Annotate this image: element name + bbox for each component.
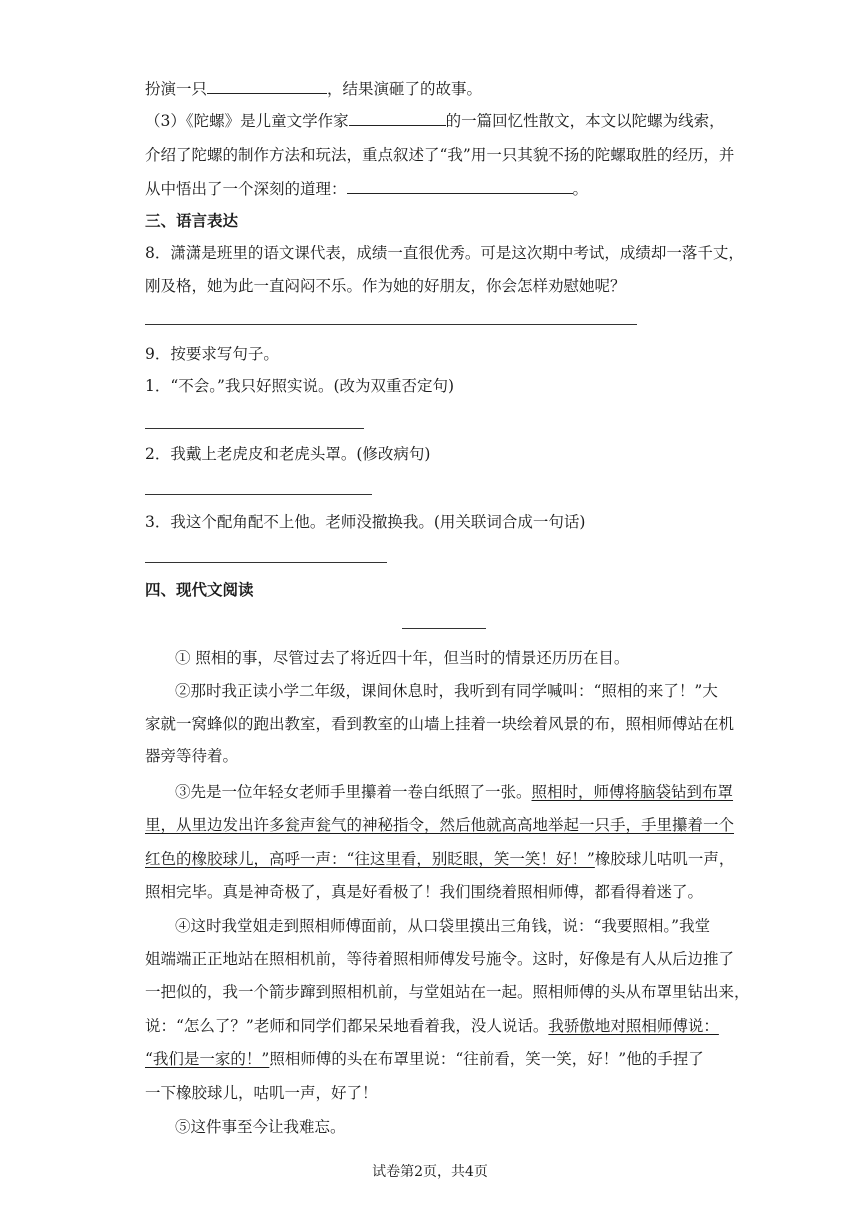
passage-p3-line (145, 849, 734, 869)
underlined-text: 照相时，师傅将脑袋钻到布罩 (531, 783, 734, 801)
passage-p4-line: ④这时我堂姐走到照相师傅面前，从口袋里摸出三角钱，说：“我要照相。”我堂 (175, 917, 711, 935)
passage-p2-line: 家就一窝蜂似的跑出教室，看到教室的山墙上挂着一块绘着风景的布，照相师傅站在机 (145, 715, 735, 733)
answer-line[interactable] (145, 324, 637, 325)
section-heading: 三、语言表达 (145, 211, 239, 230)
q7-line3: 介绍了陀螺的制作方法和玩法，重点叙述了“我”用一只其貌不扬的陀螺取胜的经历，并 (145, 146, 735, 164)
passage-text: 橡胶球儿咕叽一声， (594, 850, 735, 868)
underlined-text: “我们是一家的！” (145, 1050, 270, 1068)
answer-line[interactable] (145, 562, 387, 563)
q7-text: 扮演一只 (145, 80, 208, 98)
passage-p4-line: 一下橡胶球儿，咕叽一声，好了！ (145, 1084, 378, 1102)
passage-p3-line (175, 782, 733, 802)
q7-line1 (145, 78, 482, 99)
q7-line2 (145, 110, 725, 131)
fill-blank[interactable] (349, 110, 446, 126)
passage-p4-line: 姐端端正正地站在照相机前，等待着照相师傅发号施令。这时，好像是有人从后边推了 (145, 950, 735, 968)
q7-text: 的一篇回忆性散文，本文以陀螺为线索， (445, 112, 725, 130)
fill-blank[interactable] (207, 78, 327, 94)
section-heading: 四、现代文阅读 (145, 580, 254, 599)
q7-text: （3）《陀螺》是儿童文学作家 (145, 112, 349, 130)
q8-line1: 8．潇潇是班里的语文课代表，成绩一直很优秀。可是这次期中考试，成绩却一落千丈， (145, 244, 744, 262)
answer-line[interactable] (145, 494, 372, 495)
q7-text: 从中悟出了一个深刻的道理： (145, 180, 347, 198)
passage-p4-line (145, 1016, 719, 1036)
fill-blank[interactable] (347, 178, 573, 194)
q9-intro: 9．按要求写句子。 (145, 345, 279, 363)
passage-text: 照相师傅的头在布罩里说：“往前看，笑一笑，好！”他的手捏了 (269, 1050, 704, 1068)
q8-line2: 刚及格，她为此一直闷闷不乐。作为她的好朋友，你会怎样劝慰她呢？ (145, 277, 626, 295)
underlined-text: 红色的橡胶球儿，高呼一声：“往这里看，别眨眼，笑一笑！好！” (145, 850, 595, 868)
q9-item3: 3．我这个配角配不上他。老师没撤换我。(用关联词合成一句话) (145, 513, 586, 531)
passage-text: ③先是一位年轻女老师手里攥着一卷白纸照了一张。 (175, 783, 532, 801)
title-blank[interactable] (402, 628, 486, 629)
passage-p3-line: 照相完毕。真是神奇极了，真是好看极了！我们围绕着照相师傅，都看得着迷了。 (145, 883, 704, 901)
passage-p4-line (145, 1049, 704, 1069)
q9-item2: 2．我戴上老虎皮和老虎头罩。(修改病句) (145, 445, 431, 463)
page-footer: 试卷第2页，共4页 (372, 1164, 488, 1180)
q9-item1: 1．“不会。”我只好照实说。(改为双重否定句) (145, 377, 455, 395)
passage-p2-line: 器旁等待着。 (145, 747, 239, 765)
answer-line[interactable] (145, 428, 364, 429)
q7-text: 。 (572, 180, 589, 198)
underlined-text: 我骄傲地对照相师傅说： (548, 1017, 719, 1035)
q7-line4 (145, 178, 588, 199)
passage-p4-line: 一把似的，我一个箭步蹿到照相机前，与堂姐站在一起。照相师傅的头从布罩里钻出来， (145, 983, 750, 1001)
passage-p1: ① 照相的事，尽管过去了将近四十年，但当时的情景还历历在目。 (175, 649, 630, 667)
passage-p2-line: ②那时我正读小学二年级，课间休息时，我听到有同学喊叫：“照相的来了！”大 (175, 682, 718, 700)
q7-text: ，结果演砸了的故事。 (327, 80, 483, 98)
underlined-text: 里，从里边发出许多瓮声瓮气的神秘指令，然后他就高高地举起一只手，手里攥着一个 (145, 816, 735, 834)
passage-p5: ⑤这件事至今让我难忘。 (175, 1118, 346, 1136)
passage-text: 说：“怎么了？”老师和同学们都呆呆地看着我，没人说话。 (145, 1017, 549, 1035)
